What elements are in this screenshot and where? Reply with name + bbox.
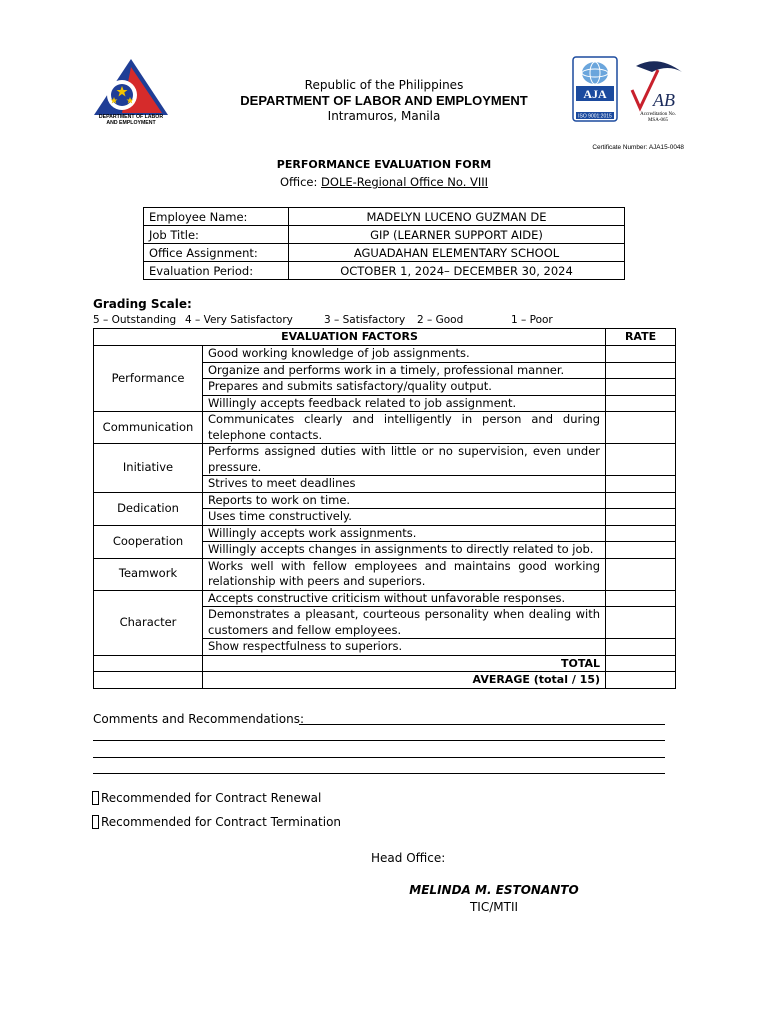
factor-cell: Communicates clearly and intelligently in person and during telephone contacts. [203,412,606,444]
termination-checkbox[interactable] [92,815,99,829]
category-character: Character [94,590,203,655]
office-value: DOLE-Regional Office No. VIII [321,175,489,189]
comments-line[interactable] [93,757,665,758]
rate-cell[interactable] [606,590,676,607]
table-row [94,444,676,476]
renewal-checkbox[interactable] [92,791,99,805]
certificate-number: Certificate Number: AJA15-0048 [592,144,684,151]
total-label: TOTAL [203,655,606,672]
table-row [94,412,676,444]
aja-certification-logo [572,56,618,122]
employee-name-row [144,208,625,226]
category-initiative: Initiative [94,444,203,493]
rate-cell[interactable] [606,362,676,379]
factor-cell: Strives to meet deadlines [203,476,606,493]
job-title-label: Job Title: [144,226,289,244]
evaluation-table [93,328,676,689]
average-label: AVERAGE (total / 15) [203,672,606,689]
evaluation-header-row [94,329,676,346]
average-row [94,672,676,689]
renewal-label: Recommended for Contract Renewal [101,791,322,805]
comments-line[interactable] [299,724,665,725]
department-heading: DEPARTMENT OF LABOR AND EMPLOYMENT [240,93,528,108]
svg-text:ISO 9001:2015: ISO 9001:2015 [578,113,612,120]
category-dedication: Dedication [94,492,203,525]
form-title: PERFORMANCE EVALUATION FORM [276,158,492,171]
dole-logo-caption: DEPARTMENT OF LABOR AND EMPLOYMENT [98,114,164,126]
signatory-title: TIC/MTII [469,900,519,914]
category-teamwork: Teamwork [94,558,203,590]
office-assignment-value[interactable]: AGUADAHAN ELEMENTARY SCHOOL [289,244,625,262]
grading-scale [93,314,573,328]
category-communication: Communication [94,412,203,444]
rate-cell[interactable] [606,542,676,559]
comments-line[interactable] [93,773,665,774]
signatory-name: MELINDA M. ESTONANTO [409,883,579,897]
table-row [94,558,676,590]
average-value-cell[interactable] [606,672,676,689]
factor-cell: Accepts constructive criticism without unfavorable responses. [203,590,606,607]
svg-text:AB: AB [653,90,675,110]
job-title-value[interactable]: GIP (LEARNER SUPPORT AIDE) [289,226,625,244]
factor-cell: Uses time constructively. [203,509,606,526]
location-heading: Intramuros, Manila [327,109,441,123]
grade-1: 1 – Poor [511,314,553,326]
grade-3: 3 – Satisfactory [324,314,406,326]
factor-cell: Works well with fellow employees and maintains good working relationship with peers and superiors. [203,558,606,590]
office-line [200,175,568,189]
rate-cell[interactable] [606,607,676,639]
grading-scale-title: Grading Scale: [93,297,192,311]
evaluation-factors-header: EVALUATION FACTORS [94,329,606,346]
svg-text:Accreditation No.: Accreditation No. [640,112,676,117]
republic-heading: Republic of the Philippines [304,78,464,92]
total-row [94,655,676,672]
table-row [94,346,676,363]
factor-cell: Demonstrates a pleasant, courteous personality when dealing with customers and fellow employees. [203,607,606,639]
rate-cell[interactable] [606,476,676,493]
office-label: Office: [279,175,322,189]
total-spacer-cell [94,655,203,672]
rate-cell[interactable] [606,444,676,476]
rate-cell[interactable] [606,639,676,656]
employee-name-value[interactable]: MADELYN LUCENO GUZMAN DE [289,208,625,226]
job-title-row [144,226,625,244]
office-assignment-label: Office Assignment: [144,244,289,262]
rate-cell[interactable] [606,558,676,590]
table-row [94,590,676,607]
factor-cell: Good working knowledge of job assignments. [203,346,606,363]
factor-cell: Willingly accepts changes in assignments to directly related to job. [203,542,606,559]
grade-2: 2 – Good [417,314,464,326]
evaluation-period-label: Evaluation Period: [144,262,289,280]
factor-cell: Performs assigned duties with little or no supervision, even under pressure. [203,444,606,476]
employee-name-label: Employee Name: [144,208,289,226]
average-spacer-cell [94,672,203,689]
evaluation-period-row [144,262,625,280]
factor-cell: Willingly accepts work assignments. [203,525,606,542]
category-performance: Performance [94,346,203,412]
table-row [94,492,676,509]
renewal-option[interactable] [92,791,321,805]
svg-text:MSA-065: MSA-065 [647,118,669,122]
rate-cell[interactable] [606,492,676,509]
termination-label: Recommended for Contract Termination [101,815,342,829]
svg-text:AJA: AJA [583,87,607,101]
rate-cell[interactable] [606,412,676,444]
termination-option[interactable] [92,815,341,829]
factor-cell: Prepares and submits satisfactory/quality output. [203,379,606,396]
grade-5: 5 – Outstanding [93,314,177,326]
rate-cell[interactable] [606,509,676,526]
evaluation-period-value[interactable]: OCTOBER 1, 2024– DECEMBER 30, 2024 [289,262,625,280]
rate-cell[interactable] [606,379,676,396]
rate-cell[interactable] [606,525,676,542]
office-assignment-row [144,244,625,262]
head-office-label: Head Office: [371,851,446,865]
factor-cell: Reports to work on time. [203,492,606,509]
employee-info-table [143,207,625,280]
factor-cell: Willingly accepts feedback related to job assignment. [203,395,606,412]
rate-cell[interactable] [606,395,676,412]
rate-header: RATE [606,329,676,346]
comments-label: Comments and Recommendations: [93,712,304,726]
grade-4: 4 – Very Satisfactory [185,314,293,326]
total-value-cell[interactable] [606,655,676,672]
rate-cell[interactable] [606,346,676,363]
table-row [94,525,676,542]
category-cooperation: Cooperation [94,525,203,558]
factor-cell: Show respectfulness to superiors. [203,639,606,656]
factor-cell: Organize and performs work in a timely, professional manner. [203,362,606,379]
comments-line[interactable] [93,740,665,741]
iab-accreditation-logo [628,56,684,122]
